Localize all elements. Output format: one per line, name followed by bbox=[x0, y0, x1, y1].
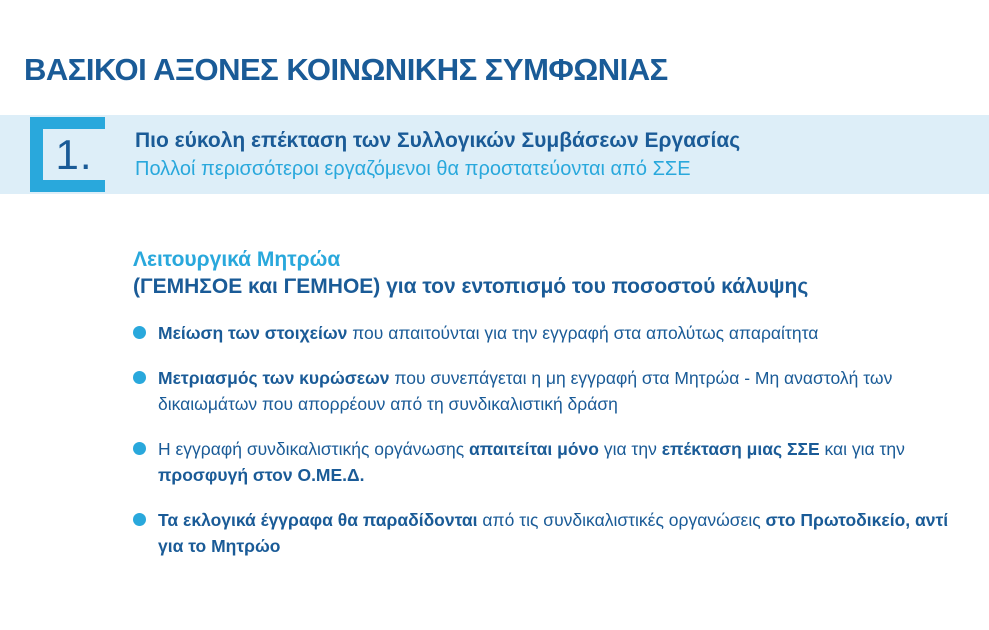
page-title: ΒΑΣΙΚΟΙ ΑΞΟΝΕΣ ΚΟΙΝΩΝΙΚΗΣ ΣΥΜΦΩΝΙΑΣ bbox=[24, 52, 668, 87]
text-segment: που συνεπάγεται η μη εγγραφή στα Μητρώα - Μη αναστολή των δικαιωμάτων που απορρέουν από τη συνδικαλιστική δράση bbox=[158, 368, 893, 414]
text-segment: Τα εκλογικά έγγραφα θα παραδίδονται bbox=[158, 510, 478, 530]
bullet-icon bbox=[133, 371, 146, 384]
bullet-icon bbox=[133, 442, 146, 455]
text-segment: από τις συνδικαλιστικές οργανώσεις bbox=[477, 510, 766, 530]
section-heading-line1: Λειτουργικά Μητρώα bbox=[133, 248, 341, 271]
section-heading-line2: (ΓΕΜΗΣΟΕ και ΓΕΜΗΟΕ) για τον εντοπισμό του ποσοστού κάλυψης bbox=[133, 275, 809, 298]
list-item bbox=[133, 436, 955, 488]
section-heading bbox=[133, 246, 955, 300]
list-item bbox=[133, 365, 955, 417]
number-1-bracket-icon bbox=[30, 117, 105, 192]
bullet-list bbox=[133, 320, 955, 559]
bullet-icon bbox=[133, 326, 146, 339]
banner-text-block bbox=[135, 115, 740, 194]
text-segment: επέκταση μιας ΣΣΕ bbox=[661, 439, 820, 459]
list-item bbox=[133, 320, 955, 346]
section-number: 1. bbox=[55, 130, 93, 178]
banner-subheading: Πολλοί περισσότεροι εργαζόμενοι θα προστατεύονται από ΣΣΕ bbox=[135, 157, 691, 180]
text-segment: και για την bbox=[819, 439, 905, 459]
bullet-text bbox=[158, 510, 948, 556]
text-segment: Μετριασμός των κυρώσεων bbox=[158, 368, 390, 388]
text-segment: Μείωση των στοιχείων bbox=[158, 323, 348, 343]
bullet-text bbox=[158, 368, 892, 414]
text-segment: προσφυγή στον Ο.ΜΕ.Δ. bbox=[158, 465, 365, 485]
content-area bbox=[133, 246, 955, 578]
list-item bbox=[133, 507, 955, 559]
banner-heading: Πιο εύκολη επέκταση των Συλλογικών Συμβάσεων Εργασίας bbox=[135, 128, 741, 152]
section-banner bbox=[0, 115, 989, 194]
text-segment: στο Πρωτοδικείο, αντί για το Μητρώο bbox=[158, 510, 949, 556]
bullet-icon bbox=[133, 513, 146, 526]
bullet-text bbox=[158, 439, 905, 485]
bullet-text bbox=[158, 323, 818, 343]
text-segment: για την bbox=[598, 439, 662, 459]
text-segment: απαιτείται μόνο bbox=[469, 439, 599, 459]
text-segment: που απαιτούνται για την εγγραφή στα απολύτως απαραίτητα bbox=[347, 323, 819, 343]
text-segment: Η εγγραφή συνδικαλιστικής οργάνωσης bbox=[158, 439, 470, 459]
